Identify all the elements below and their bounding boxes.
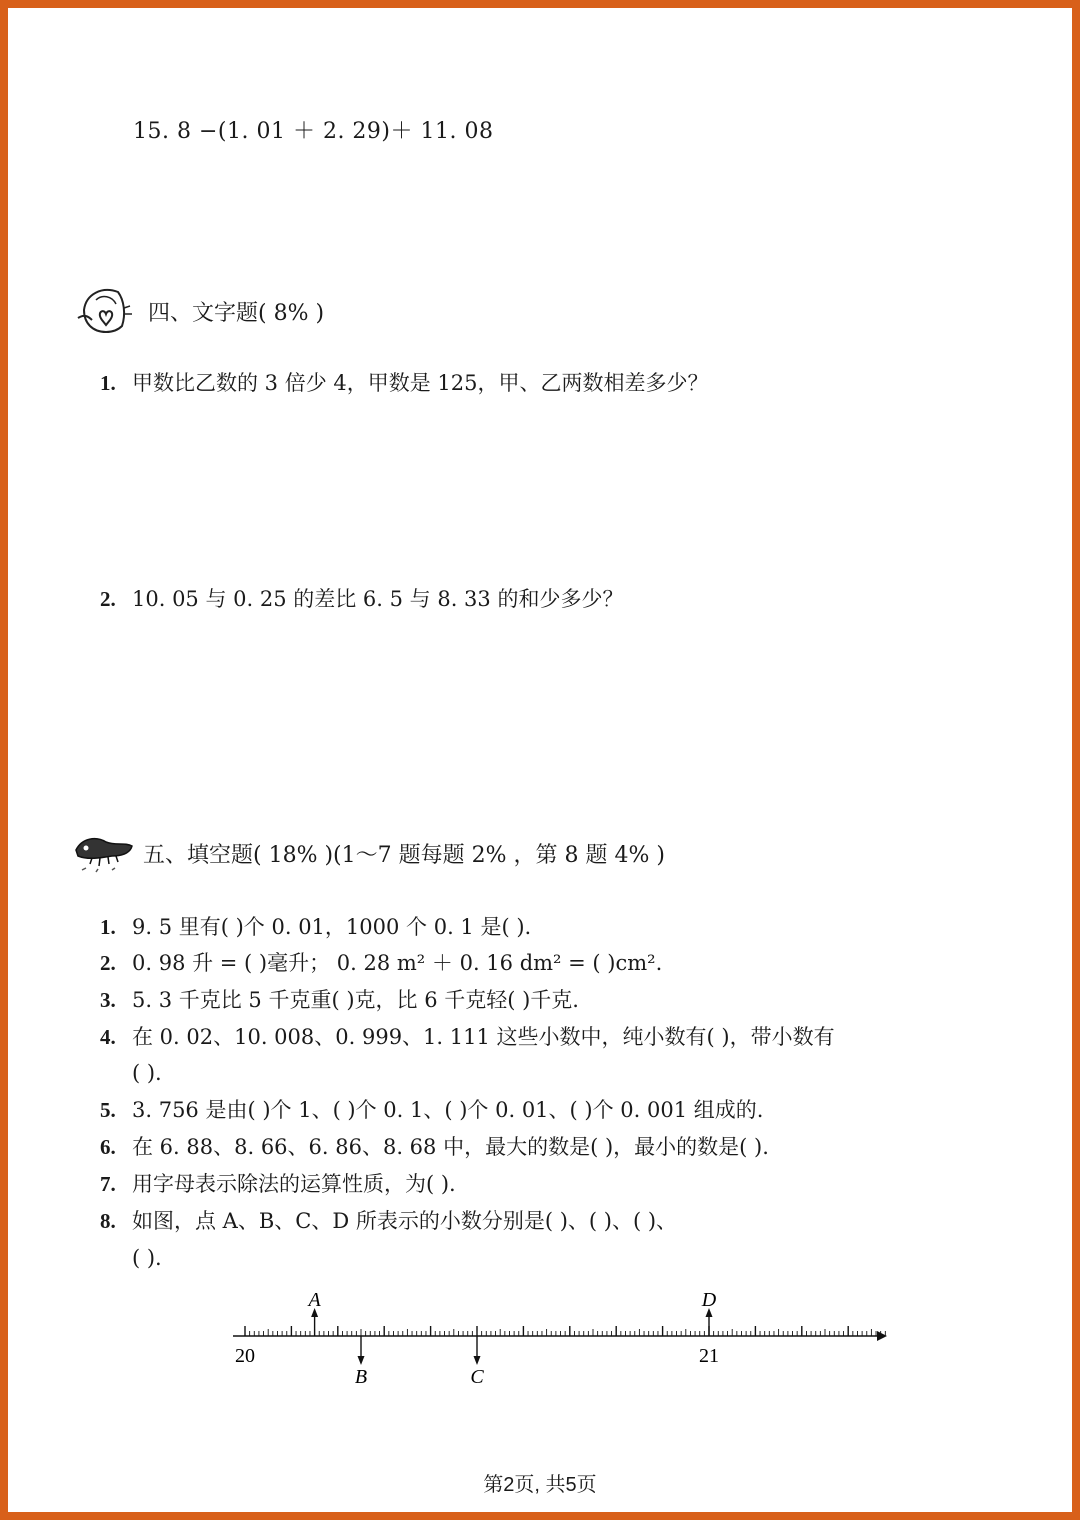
calc-expression: 15. 8 −(1. 01 ＋ 2. 29)＋ 11. 08 <box>133 119 494 144</box>
point-arrowhead <box>358 1356 365 1365</box>
section5-title: 五、填空题( 18% )(1～7 题每题 2% ，第 8 题 4% ) <box>143 843 665 868</box>
fill-question-5: 5. 3. 756 是由( )个 1、( )个 0. 1、( )个 0. 01、( )个 0. 001 组成的. <box>100 1098 764 1122</box>
number-line <box>225 1286 895 1400</box>
point-a <box>306 1289 321 1336</box>
caterpillar-icon <box>72 830 136 880</box>
number-line-ticks <box>245 1326 885 1336</box>
fill-question-6: 6. 在 6. 88、8. 66、6. 86、8. 68 中，最大的数是( )，最小的数是( ). <box>100 1135 769 1159</box>
question-text: 甲数比乙数的 3 倍少 4，甲数是 125，甲、乙两数相差多少？ <box>132 371 709 395</box>
start-label: 20 <box>235 1345 255 1367</box>
section4-title: 四、文字题( 8% ) <box>148 301 325 326</box>
number-line-points <box>306 1289 716 1388</box>
fill-question-8: 8. 如图，点 A、B、C、D 所表示的小数分别是( )、( )、( )、 <box>100 1209 678 1233</box>
point-label: D <box>701 1289 717 1311</box>
section4-question-1 <box>100 370 709 396</box>
end-label: 21 <box>699 1345 719 1367</box>
section4-question-2 <box>100 586 623 612</box>
fill-question-7: 7. 用字母表示除法的运算性质，为( ). <box>100 1172 456 1196</box>
fill-question-4-cont: ( ). <box>132 1061 162 1085</box>
fill-question-1: 1. 9. 5 里有( )个 0. 01，1000 个 0. 1 是( ). <box>100 915 532 939</box>
page-footer: 第2页, 共5页 <box>483 1474 597 1496</box>
point-c <box>470 1336 484 1388</box>
question-number: 1. <box>100 371 116 395</box>
fill-question-2: 2. 0. 98 升 = ( )毫升； 0. 28 m² ＋ 0. 16 dm² = ( )cm². <box>100 951 663 975</box>
point-label: A <box>308 1289 321 1311</box>
point-b <box>355 1336 367 1388</box>
fill-question-4: 4. 在 0. 02、10. 008、0. 999、1. 111 这些小数中，纯小数有( )，带小数有 <box>100 1025 835 1049</box>
point-label: C <box>470 1366 484 1388</box>
question-number: 2. <box>100 587 116 611</box>
point-arrowhead <box>474 1356 481 1365</box>
leaf-heart-icon <box>74 280 136 346</box>
point-d <box>701 1289 717 1336</box>
fill-question-8-cont: ( ). <box>132 1246 162 1270</box>
point-label: B <box>354 1366 368 1388</box>
question-text: 10. 05 与 0. 25 的差比 6. 5 与 8. 33 的和少多少？ <box>132 587 624 611</box>
fill-question-3: 3. 5. 3 千克比 5 千克重( )克，比 6 千克轻( )千克. <box>100 988 579 1012</box>
